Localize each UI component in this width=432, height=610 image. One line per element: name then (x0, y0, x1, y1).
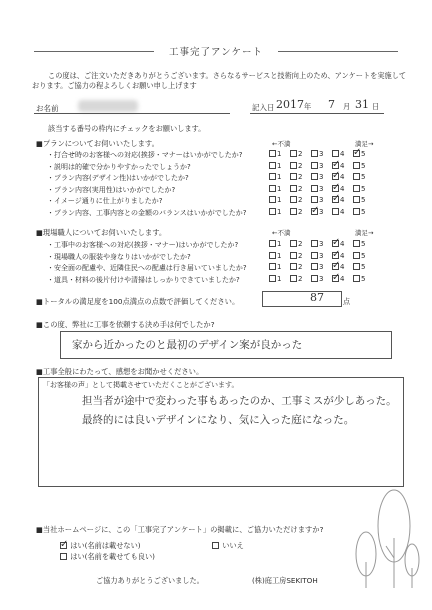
rating-option[interactable] (290, 173, 311, 181)
rating-checkbox[interactable] (311, 252, 318, 259)
publish-no-option[interactable] (212, 541, 244, 551)
rating-option[interactable] (311, 162, 332, 170)
rating-option-label: 5 (361, 274, 366, 283)
question-text: ・説明は的確で分かりやすかったでしょうか? (47, 162, 191, 171)
rating-checkbox[interactable] (353, 240, 360, 247)
rating-option[interactable] (290, 150, 311, 158)
rating-option-label: 4 (340, 208, 345, 216)
check-mark-icon: ✓ (353, 147, 362, 158)
rating-checkbox[interactable] (269, 150, 276, 157)
rating-checkbox[interactable] (269, 275, 276, 282)
rating-option-label: 4 (340, 161, 345, 170)
total-score-field[interactable] (262, 291, 342, 307)
rating-option-label: 1 (277, 251, 282, 260)
question-text: ・打合せ時のお客様への対応(挨拶・マナーはいかがでしたか? (47, 151, 243, 159)
rating-option-label: 5 (361, 263, 366, 272)
date-day-unit: 日 (372, 102, 380, 111)
rating-checkbox[interactable] (290, 162, 297, 169)
section1-question-row (0, 181, 432, 196)
check-mark-icon: ✓ (311, 205, 320, 216)
date-month-unit: 月 (343, 102, 351, 111)
rating-option[interactable] (290, 208, 311, 216)
rating-option[interactable] (332, 237, 353, 248)
publish-no-checkbox[interactable] (212, 542, 219, 549)
rating-option-label: 3 (319, 161, 324, 170)
rating-checkbox[interactable] (311, 275, 318, 282)
rating-options (269, 237, 419, 248)
publish-no-label: いいえ (222, 541, 244, 550)
rating-options (269, 193, 419, 205)
rating-checkbox[interactable] (353, 173, 360, 180)
rating-checkbox[interactable] (311, 240, 318, 247)
name-label: お名前 (36, 104, 59, 113)
rating-option-label: 4 (340, 251, 345, 260)
rating-option[interactable] (290, 263, 311, 271)
rating-checkbox[interactable] (311, 196, 318, 203)
rating-option[interactable] (353, 240, 374, 248)
rating-checkbox[interactable] (290, 185, 297, 192)
rating-option[interactable] (311, 173, 332, 181)
rating-option[interactable] (311, 263, 332, 271)
rating-checkbox[interactable] (290, 252, 297, 259)
rating-option-label: 2 (298, 196, 303, 205)
rating-options (269, 260, 419, 272)
rating-option[interactable] (332, 271, 353, 283)
rating-option[interactable] (290, 240, 311, 248)
rating-checkbox[interactable] (353, 263, 360, 270)
rating-checkbox[interactable] (353, 185, 360, 192)
rating-option-label: 4 (340, 196, 345, 205)
rating-checkbox[interactable] (353, 147, 362, 158)
rating-checkbox[interactable] (269, 185, 276, 192)
total-score-unit: 点 (343, 297, 351, 306)
rating-option-label: 3 (319, 263, 324, 272)
rating-checkbox[interactable] (311, 205, 320, 216)
rating-option-label: 3 (319, 208, 324, 216)
rating-option[interactable] (332, 158, 353, 170)
section1-scale-low: ←不満 (272, 140, 291, 148)
rating-option[interactable] (269, 252, 290, 260)
footer-company: (株)庭工房SEKITOH (252, 576, 318, 585)
rating-option-label: 5 (361, 150, 366, 158)
section1-scale-high: 満足→ (355, 140, 374, 148)
rating-options (269, 248, 419, 260)
rating-option[interactable] (311, 252, 332, 260)
rating-checkbox[interactable] (353, 275, 360, 282)
date-year-unit: 年 (304, 102, 312, 111)
rating-option-label: 2 (298, 150, 303, 158)
rating-option[interactable] (332, 248, 353, 260)
rating-checkbox[interactable] (332, 208, 339, 215)
section1-header: ■プランについてお伺いいたします。 (36, 139, 159, 148)
tree-illustration (342, 488, 422, 592)
rating-checkbox[interactable] (290, 173, 297, 180)
rating-option-label: 4 (340, 150, 345, 158)
publish-yes-anon-label: はい(名前は載せない) (70, 541, 141, 550)
total-score-value: 87 (310, 291, 324, 304)
rating-options (269, 271, 419, 283)
check-mark-icon: ✓ (332, 237, 341, 248)
rating-option-label: 3 (319, 240, 324, 248)
rating-checkbox[interactable] (332, 181, 341, 193)
rating-option[interactable] (269, 196, 290, 204)
rating-option-label: 5 (361, 251, 366, 260)
publish-yes-named-option[interactable] (60, 552, 155, 562)
rating-option-label: 5 (361, 208, 366, 216)
rating-option[interactable] (353, 185, 374, 193)
section2-header: ■現場職人についてお伺いいたします。 (36, 228, 167, 237)
rating-checkbox[interactable] (353, 162, 360, 169)
rating-option-label: 2 (298, 251, 303, 260)
rating-option-label: 3 (319, 251, 324, 260)
question-text: ・プラン内容(デザイン性)はいかがでしたか? (47, 174, 189, 183)
rating-options (269, 158, 419, 170)
rating-option-label: 1 (277, 263, 282, 272)
rating-checkbox[interactable] (311, 263, 318, 270)
rating-option[interactable] (332, 208, 353, 216)
rating-checkbox[interactable] (332, 158, 341, 170)
rating-option-label: 5 (361, 196, 366, 205)
rating-checkbox[interactable] (290, 263, 297, 270)
rating-option[interactable] (332, 150, 353, 158)
rating-checkbox[interactable] (353, 208, 360, 215)
rating-option-label: 5 (361, 161, 366, 170)
rating-option[interactable] (353, 275, 374, 283)
impression-label: ■工事全般にわたって、感想をお聞かせください。 (36, 367, 204, 376)
rating-option-label: 4 (340, 240, 345, 248)
rating-option[interactable] (353, 147, 374, 158)
publish-yes-anon-option[interactable] (60, 541, 141, 551)
rating-option-label: 3 (319, 184, 324, 193)
rating-option[interactable] (311, 205, 332, 216)
rating-option-label: 2 (298, 263, 303, 272)
rating-option-label: 1 (277, 150, 282, 158)
rating-option-label: 1 (277, 274, 282, 283)
rating-option-label: 3 (319, 173, 324, 182)
rating-option[interactable] (353, 252, 374, 260)
rating-options (269, 170, 419, 182)
rating-checkbox[interactable] (269, 263, 276, 270)
rating-option[interactable] (290, 196, 311, 204)
date-year: 2017 (276, 98, 304, 111)
rating-option[interactable] (269, 162, 290, 170)
rating-option-label: 3 (319, 274, 324, 283)
rating-checkbox[interactable] (269, 173, 276, 180)
rating-option-label: 4 (340, 184, 345, 193)
check-mark-icon: ✓ (332, 248, 341, 260)
section2-question-row (0, 260, 432, 274)
rating-option-label: 1 (277, 196, 282, 205)
rating-option-label: 5 (361, 240, 366, 248)
rating-option-label: 1 (277, 184, 282, 193)
rating-checkbox[interactable] (269, 196, 276, 203)
rating-option-label: 2 (298, 240, 303, 248)
instruction: 該当する番号の枠内にチェックをお願いします。 (48, 124, 206, 133)
publish-label: ■当社ホームページに、この「工事完了アンケート」の掲載に、ご協力いただけますか? (36, 525, 324, 534)
rating-option[interactable] (290, 185, 311, 193)
decision-answer: 家から近かったのと最初のデザイン案が良かった (72, 339, 303, 351)
intro-line-1: この度は、ご注文いただきありがとうございます。さらなるサービスと技術向上のため、アンケートを実施して (48, 71, 407, 80)
check-mark-icon: ✓ (332, 181, 341, 193)
rating-option[interactable] (269, 240, 290, 248)
question-text: ・工事中のお客様への対応(挨拶・マナー)はいかがでしたか? (47, 241, 239, 249)
section2-question-row (0, 248, 432, 263)
rating-option-label: 1 (277, 173, 282, 182)
rating-option-label: 2 (298, 173, 303, 182)
rating-option-label: 5 (361, 184, 366, 193)
rating-option-label: 4 (340, 173, 345, 182)
check-mark-icon: ✓ (332, 260, 341, 272)
section1-question-row (0, 170, 432, 184)
rating-checkbox[interactable] (332, 170, 341, 182)
rating-option[interactable] (269, 263, 290, 271)
tree-icon (356, 490, 419, 588)
rating-option-label: 1 (277, 208, 282, 216)
footer-thanks: ご協力ありがとうございました。 (96, 576, 204, 585)
rating-options (269, 205, 419, 216)
publish-yes-anon-checkbox[interactable] (60, 539, 69, 550)
rating-checkbox[interactable] (332, 150, 339, 157)
rating-option-label: 4 (340, 274, 345, 283)
section2-scale-low: ←不満 (272, 229, 291, 237)
rating-option[interactable] (269, 185, 290, 193)
rating-option[interactable] (290, 275, 311, 283)
rating-checkbox[interactable] (353, 252, 360, 259)
rating-checkbox[interactable] (269, 240, 276, 247)
rating-checkbox[interactable] (332, 271, 341, 283)
rating-checkbox[interactable] (311, 162, 318, 169)
rating-option[interactable] (332, 170, 353, 182)
check-mark-icon: ✓ (332, 271, 341, 283)
question-text: ・イメージ通りに仕上がりましたか? (47, 197, 163, 206)
section1-question-row (0, 158, 432, 173)
rating-option[interactable] (353, 162, 374, 170)
date-day: 31 (355, 98, 369, 111)
rating-checkbox[interactable] (311, 173, 318, 180)
rating-checkbox[interactable] (332, 237, 341, 248)
rating-checkbox[interactable] (269, 162, 276, 169)
rating-option[interactable] (269, 150, 290, 158)
section2-scale-high: 満足→ (355, 229, 374, 237)
rating-option[interactable] (269, 275, 290, 283)
rating-checkbox[interactable] (269, 208, 276, 215)
rating-checkbox[interactable] (311, 185, 318, 192)
impression-line-1: 担当者が途中で変わった事もあったのか、工事ミスが少しあった。 (82, 395, 397, 407)
rating-option-label: 2 (298, 161, 303, 170)
rating-option-label: 1 (277, 161, 282, 170)
rating-option[interactable] (269, 173, 290, 181)
rating-option-label: 4 (340, 263, 345, 272)
rating-checkbox[interactable] (290, 208, 297, 215)
redacted-name (78, 100, 138, 112)
question-text: ・プラン内容(実用性)はいかがでしたか? (47, 185, 176, 194)
name-underline (34, 113, 230, 114)
question-text: ・道具・材料の後片付けや清掃はしっかりできていましたか? (47, 275, 240, 284)
rating-option[interactable] (311, 150, 332, 158)
rating-option[interactable] (311, 240, 332, 248)
rating-option-label: 3 (319, 150, 324, 158)
rating-checkbox[interactable] (290, 240, 297, 247)
question-text: ・現場職人の服装や身なりはいかがでしたか? (47, 252, 191, 261)
rating-option[interactable] (353, 173, 374, 181)
rating-checkbox[interactable] (290, 275, 297, 282)
rating-options (269, 147, 419, 158)
check-mark-icon: ✓ (332, 193, 341, 205)
section1-question-row (0, 193, 432, 207)
impression-line-2: 最終的には良いデザインになり、気に入った庭になった。 (82, 414, 355, 426)
rating-option[interactable] (311, 275, 332, 283)
check-mark-icon: ✓ (60, 539, 69, 550)
page-title: 工事完了アンケート (169, 47, 263, 58)
rating-options (269, 181, 419, 193)
rating-option[interactable] (353, 208, 374, 216)
intro-line-2: おります。ご協力の程よろしくお願い申し上げます (32, 81, 197, 90)
rating-checkbox[interactable] (332, 248, 341, 260)
rating-option-label: 3 (319, 196, 324, 205)
question-text: ・プラン内容、工事内容との金額のバランスはいかがでしたか? (47, 209, 247, 217)
section2-question-row (0, 237, 432, 251)
rating-option[interactable] (332, 181, 353, 193)
rating-option[interactable] (353, 263, 374, 271)
rating-option[interactable] (311, 196, 332, 204)
rating-checkbox[interactable] (332, 260, 341, 272)
section2-question-row (0, 271, 432, 286)
rating-checkbox[interactable] (311, 150, 318, 157)
section1-question-row (0, 147, 432, 161)
question-text: ・安全面の配慮や、近隣住民への配慮は行き届いていましたか? (47, 264, 247, 273)
rating-option[interactable] (269, 208, 290, 216)
rating-option[interactable] (290, 252, 311, 260)
check-mark-icon: ✓ (332, 170, 341, 182)
date-month: 7 (328, 98, 335, 111)
rating-checkbox[interactable] (290, 196, 297, 203)
rating-checkbox[interactable] (353, 196, 360, 203)
rating-option-label: 5 (361, 173, 366, 182)
rating-checkbox[interactable] (290, 150, 297, 157)
publish-yes-named-label: はい(名前を載せても良い) (70, 552, 155, 561)
rating-option-label: 2 (298, 274, 303, 283)
impression-sub: 「お客様の声」として掲載させていただくことがございます。 (43, 381, 239, 389)
rating-option-label: 2 (298, 208, 303, 216)
rating-option[interactable] (290, 162, 311, 170)
rating-option-label: 2 (298, 184, 303, 193)
rating-checkbox[interactable] (332, 193, 341, 205)
rating-option[interactable] (332, 260, 353, 272)
publish-yes-named-checkbox[interactable] (60, 553, 67, 560)
date-underline (250, 113, 384, 114)
rating-option[interactable] (332, 193, 353, 205)
rating-option[interactable] (311, 185, 332, 193)
rating-option[interactable] (353, 196, 374, 204)
rating-option-label: 1 (277, 240, 282, 248)
section1-question-row (0, 205, 432, 219)
check-mark-icon: ✓ (332, 158, 341, 170)
date-label: 記入日 (252, 103, 275, 112)
decision-label: ■この度、弊社に工事を依頼する決め手は何でしたか? (36, 320, 215, 329)
rating-checkbox[interactable] (269, 252, 276, 259)
total-label: ■トータルの満足度を100点満点の点数で評価してください。 (36, 297, 240, 306)
